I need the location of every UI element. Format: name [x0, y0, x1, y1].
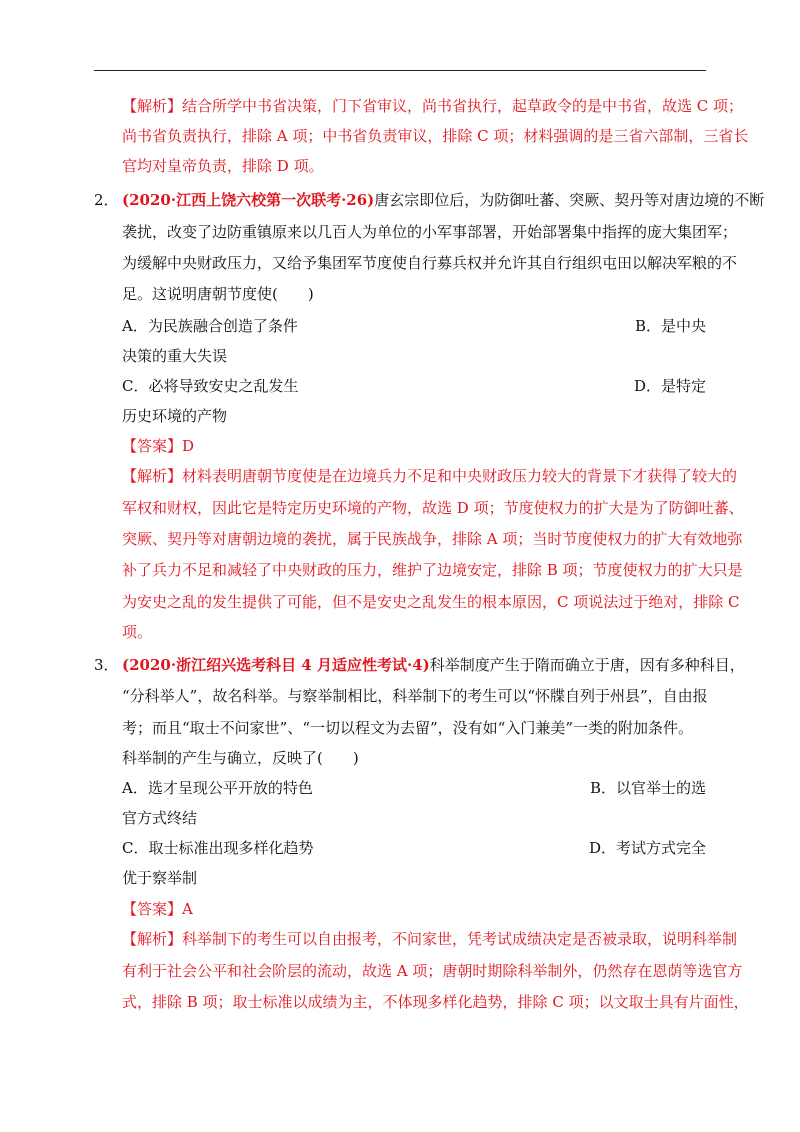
q2-answer: 【答案】D [122, 437, 195, 455]
q3-stem-line: 3． (2020·浙江绍兴选考科目 4 月适应性考试·4)科举制度产生于隋而确立于唐，因有多种科目， [94, 656, 745, 674]
q3-number: 3． [94, 656, 119, 674]
q2-option-b: B．是中央 [634, 317, 706, 335]
q2-stem-line: 足。这说明唐朝节度使( ) [122, 285, 314, 303]
q2-analysis-line: 军权和财权，因此它是特定历史环境的产物，故选 D 项；节度使权力的扩大是为了防御吐蕃、 [122, 499, 744, 517]
q2-analysis-line: 为安史之乱的发生提供了可能，但不是安史之乱发生的根本原因，C 项说法过于绝对，排除 C [122, 593, 740, 611]
q3-source: (2020·浙江绍兴选考科目 4 月适应性考试·4) [122, 656, 430, 674]
q2-number: 2． [94, 191, 119, 209]
q2-stem-line: 袭扰，改变了边防重镇原来以几百人为单位的小军事部署，开始部署集中指挥的庞大集团军； [122, 223, 738, 241]
q1-analysis-line: 尚书省负责执行，排除 A 项；中书省负责审议，排除 C 项；材料强调的是三省六部制，三省长 [122, 127, 749, 145]
q3-option-d-cont: 优于察举制 [122, 869, 198, 887]
q2-analysis-line: 突厥、契丹等对唐朝边境的袭扰，属于民族战争，排除 A 项；当时节度使权力的扩大有效地弥 [122, 530, 743, 548]
q3-option-d: D．考试方式完全 [588, 839, 706, 857]
q3-option-b-cont: 官方式终结 [122, 809, 198, 827]
q2-option-a: A．为民族融合创造了条件 [122, 317, 298, 335]
q3-answer: 【答案】A [122, 900, 193, 918]
q2-option-b-cont: 决策的重大失误 [122, 347, 228, 365]
header-rule [94, 70, 706, 71]
q2-analysis-line: 补了兵力不足和减轻了中央财政的压力，维护了边境安定，排除 B 项；节度使权力的扩大只是 [122, 561, 743, 579]
q2-stem-line: 2． (2020·江西上饶六校第一次联考·26)唐玄宗即位后，为防御吐蕃、突厥、契丹等对唐边境的不断 [94, 191, 765, 209]
q3-option-b: B．以官举士的选 [589, 779, 706, 797]
q3-analysis-line: 【解析】科举制下的考生可以自由报考，不问家世，凭考试成绩决定是否被录取，说明科举制 [122, 930, 738, 948]
q3-stem-line: 考；而且“取士不问家世”、“一切以程文为去留”，没有如“入门兼美”一类的附加条件。 [122, 719, 694, 737]
q1-analysis-line: 【解析】结合所学中书省决策，门下省审议，尚书省执行，起草政令的是中书省，故选 C 项； [122, 97, 744, 115]
q3-analysis-line: 式，排除 B 项；取士标准以成绩为主，不体现多样化趋势，排除 C 项；以文取士具有片面性， [122, 993, 749, 1011]
q2-analysis-line: 【解析】材料表明唐朝节度使是在边境兵力不足和中央财政压力较大的背景下才获得了较大的 [122, 467, 738, 485]
q2-stem-line: 为缓解中央财政压力，又给予集团军节度使自行募兵权并允许其自行组织屯田以解决军粮的不 [122, 254, 738, 272]
q2-option-d-cont: 历史环境的产物 [122, 407, 228, 425]
q2-option-d: D．是特定 [633, 377, 706, 395]
q2-source: (2020·江西上饶六校第一次联考·26) [122, 191, 375, 209]
q3-stem-line: “分科举人”，故名科举。与察举制相比，科举制下的考生可以“怀牒自列于州县”，自由报 [122, 687, 708, 705]
q2-option-c: C．必将导致安史之乱发生 [122, 377, 299, 395]
q3-stem-line: 科举制的产生与确立，反映了( ) [122, 749, 359, 767]
q3-option-a: A．选才呈现公平开放的特色 [122, 779, 313, 797]
q1-analysis-line: 官均对皇帝负责，排除 D 项。 [122, 157, 324, 175]
q3-option-c: C．取士标准出现多样化趋势 [122, 839, 314, 857]
q2-analysis-line: 项。 [122, 623, 153, 641]
q3-analysis-line: 有利于社会公平和社会阶层的流动，故选 A 项；唐朝时期除科举制外，仍然存在恩荫等选官方 [122, 962, 743, 980]
